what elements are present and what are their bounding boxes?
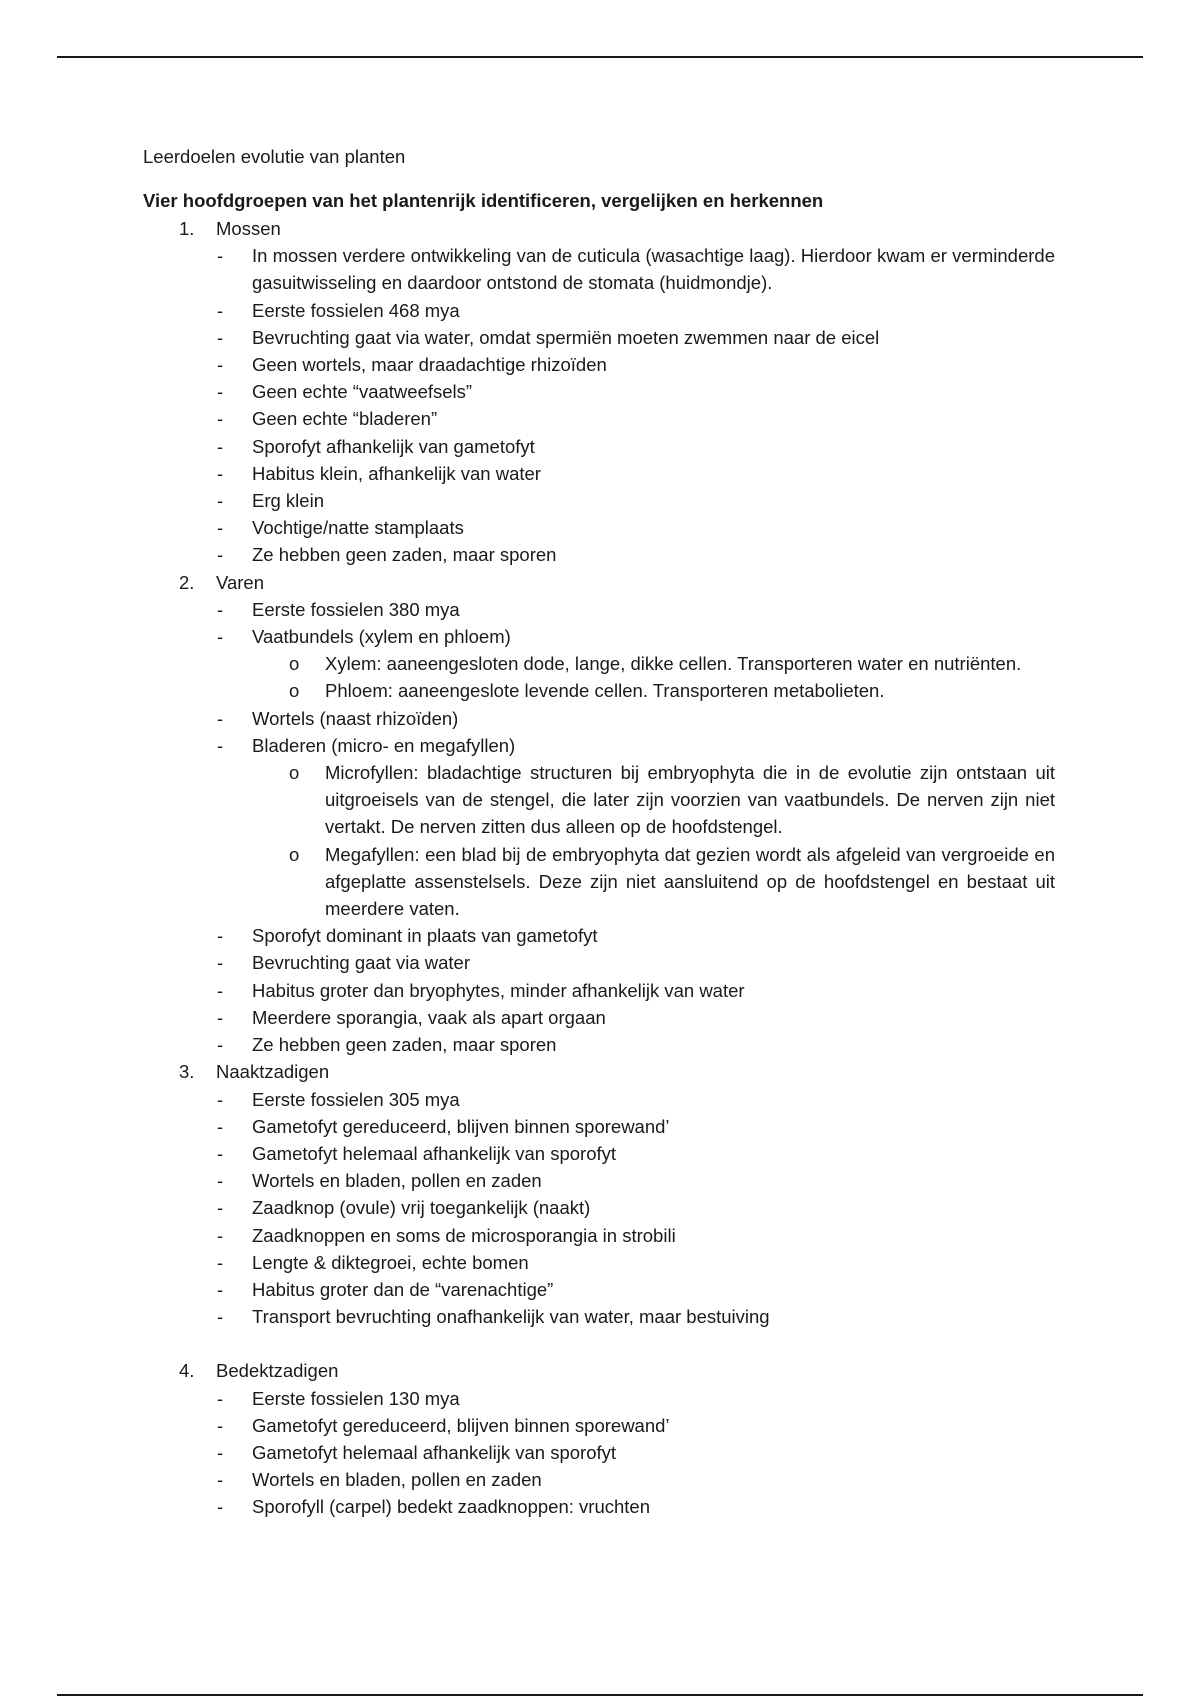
group-heading: [143, 1357, 1055, 1384]
group-items: [143, 1385, 1055, 1521]
list-item: [143, 242, 1055, 296]
list-item-text: Geen echte “bladeren”: [252, 408, 438, 430]
list-item-text: Eerste fossielen 305 mya: [252, 1088, 460, 1110]
list-item-text: In mossen verdere ontwikkeling van de cuticula (wasachtige laag). Hierdoor kwam er verminderde gasuitwisseling en daardoor ontstond de stomata (huidmondje).: [252, 245, 1055, 294]
list-item: [143, 949, 1055, 976]
dash-bullet: -: [217, 1197, 224, 1219]
list-item: [143, 1439, 1055, 1466]
list-item: [143, 297, 1055, 324]
list-item: [143, 487, 1055, 514]
list-item-text: Habitus groter dan de “varenachtige”: [252, 1278, 554, 1300]
plant-group: [143, 215, 1055, 569]
list-item: [143, 1140, 1055, 1167]
dash-bullet: -: [217, 1306, 224, 1328]
list-item-text: Habitus groter dan bryophytes, minder afhankelijk van water: [252, 979, 745, 1001]
list-item-text: Transport bevruchting onafhankelijk van water, maar bestuiving: [252, 1306, 770, 1328]
list-item-text: Ze hebben geen zaden, maar sporen: [252, 544, 557, 566]
group-number: 1.: [179, 218, 195, 239]
plant-groups-list: [143, 215, 1055, 1521]
group-number: 4.: [179, 1360, 195, 1382]
dash-bullet: -: [217, 245, 224, 267]
list-item: [143, 596, 1055, 623]
sub-item: [143, 650, 1055, 677]
list-item: [143, 1385, 1055, 1412]
list-item: [143, 405, 1055, 432]
dash-bullet: -: [217, 1496, 224, 1518]
list-item-text: Eerste fossielen 130 mya: [252, 1387, 460, 1409]
dash-bullet: -: [217, 734, 224, 756]
list-item-text: Ze hebben geen zaden, maar sporen: [252, 1034, 557, 1056]
dash-bullet: -: [217, 1170, 224, 1192]
sub-items: [143, 759, 1055, 922]
group-name: Mossen: [216, 218, 281, 239]
dash-bullet: -: [217, 1251, 224, 1273]
list-item: [143, 1113, 1055, 1140]
dash-bullet: -: [217, 462, 224, 484]
list-item: [143, 351, 1055, 378]
sub-item-text: Phloem: aaneengeslote levende cellen. Transporteren metabolieten.: [325, 680, 885, 702]
sub-items: [143, 650, 1055, 704]
dash-bullet: -: [217, 1441, 224, 1463]
list-item-text: Bevruchting gaat via water: [252, 952, 471, 974]
group-items: [143, 242, 1055, 568]
list-item-text: Wortels en bladen, pollen en zaden: [252, 1469, 542, 1491]
dash-bullet: -: [217, 1034, 224, 1056]
list-item-text: Eerste fossielen 468 mya: [252, 299, 460, 321]
list-item-text: Gametofyt helemaal afhankelijk van sporofyt: [252, 1441, 617, 1463]
list-item: [143, 732, 1055, 759]
list-item: [143, 1222, 1055, 1249]
list-item-text: Vochtige/natte stamplaats: [252, 517, 464, 539]
list-item-text: Vaatbundels (xylem en phloem): [252, 626, 511, 648]
list-item: [143, 1167, 1055, 1194]
list-item-text: Wortels (naast rhizoïden): [252, 707, 459, 729]
list-item: [143, 1086, 1055, 1113]
list-item-text: Zaadknop (ovule) vrij toegankelijk (naakt): [252, 1197, 591, 1219]
sub-item: [143, 759, 1055, 841]
dash-bullet: -: [217, 408, 224, 430]
group-heading: [143, 1058, 1055, 1085]
list-item: [143, 514, 1055, 541]
list-item: [143, 1276, 1055, 1303]
list-item-text: Bladeren (micro- en megafyllen): [252, 734, 516, 756]
list-item-text: Habitus klein, afhankelijk van water: [252, 462, 541, 484]
list-item: [143, 1249, 1055, 1276]
dash-bullet: -: [217, 1387, 224, 1409]
dash-bullet: -: [217, 490, 224, 512]
group-items: [143, 1086, 1055, 1331]
document-title: Leerdoelen evolutie van planten: [143, 146, 406, 167]
list-item: [143, 705, 1055, 732]
plant-group: [143, 569, 1055, 1059]
dash-bullet: -: [217, 1006, 224, 1028]
document-page: [143, 143, 1055, 1521]
group-items: [143, 596, 1055, 1058]
dash-bullet: -: [217, 979, 224, 1001]
list-item-text: Sporofyt afhankelijk van gametofyt: [252, 435, 535, 457]
sub-item-text: Megafyllen: een blad bij de embryophyta dat gezien wordt als afgeleid van vergroeide en afgeplatte assenstelsels. Deze zijn niet aansluitend op de hoofdstengel en bestaat uit meerdere vaten.: [325, 843, 1055, 920]
dash-bullet: -: [217, 544, 224, 566]
list-item-text: Eerste fossielen 380 mya: [252, 598, 460, 620]
sub-item: [143, 677, 1055, 704]
list-item-text: Erg klein: [252, 490, 324, 512]
group-number: 3.: [179, 1061, 195, 1083]
group-number: 2.: [179, 571, 195, 593]
dash-bullet: -: [217, 517, 224, 539]
group-name: Naaktzadigen: [216, 1061, 330, 1083]
list-item: [143, 541, 1055, 568]
list-item-text: Zaadknoppen en soms de microsporangia in strobili: [252, 1224, 676, 1246]
section-heading: Vier hoofdgroepen van het plantenrijk identificeren, vergelijken en herkennen: [143, 190, 824, 211]
dash-bullet: -: [217, 598, 224, 620]
list-item-text: Sporofyll (carpel) bedekt zaadknoppen: vruchten: [252, 1496, 650, 1518]
plant-group: [143, 1058, 1055, 1330]
dash-bullet: -: [217, 381, 224, 403]
dash-bullet: -: [217, 299, 224, 321]
group-name: Varen: [216, 571, 264, 593]
list-item: [143, 1466, 1055, 1493]
list-item: [143, 1031, 1055, 1058]
list-item: [143, 433, 1055, 460]
dash-bullet: -: [217, 435, 224, 457]
dash-bullet: -: [217, 1088, 224, 1110]
group-heading: [143, 215, 1055, 242]
dash-bullet: -: [217, 626, 224, 648]
circle-bullet: o: [289, 653, 300, 675]
list-item: [143, 1493, 1055, 1520]
list-item: [143, 922, 1055, 949]
dash-bullet: -: [217, 1115, 224, 1137]
list-item-text: Lengte & diktegroei, echte bomen: [252, 1251, 529, 1273]
list-item: [143, 1004, 1055, 1031]
list-item: [143, 1194, 1055, 1221]
list-item-text: Geen echte “vaatweefsels”: [252, 381, 473, 403]
dash-bullet: -: [217, 354, 224, 376]
group-name: Bedektzadigen: [216, 1360, 339, 1382]
circle-bullet: o: [289, 680, 300, 702]
circle-bullet: o: [289, 843, 300, 865]
list-item-text: Bevruchting gaat via water, omdat spermiën moeten zwemmen naar de eicel: [252, 326, 880, 348]
list-item-text: Gametofyt helemaal afhankelijk van sporofyt: [252, 1142, 617, 1164]
sub-item: [143, 841, 1055, 923]
list-item-text: Meerdere sporangia, vaak als apart orgaan: [252, 1006, 606, 1028]
list-item: [143, 324, 1055, 351]
list-item-text: Geen wortels, maar draadachtige rhizoïden: [252, 354, 607, 376]
list-item-text: Gametofyt gereduceerd, blijven binnen sporewand’: [252, 1414, 670, 1436]
list-item-text: Wortels en bladen, pollen en zaden: [252, 1170, 542, 1192]
dash-bullet: -: [217, 1469, 224, 1491]
sub-item-text: Xylem: aaneengesloten dode, lange, dikke cellen. Transporteren water en nutriënten.: [325, 653, 1022, 675]
dash-bullet: -: [217, 1414, 224, 1436]
circle-bullet: o: [289, 762, 300, 784]
dash-bullet: -: [217, 1142, 224, 1164]
list-item-text: Gametofyt gereduceerd, blijven binnen sporewand’: [252, 1115, 670, 1137]
dash-bullet: -: [217, 952, 224, 974]
list-item: [143, 977, 1055, 1004]
list-item-text: Sporofyt dominant in plaats van gametofyt: [252, 925, 598, 947]
list-item: [143, 378, 1055, 405]
plant-group: [143, 1357, 1055, 1520]
dash-bullet: -: [217, 707, 224, 729]
dash-bullet: -: [217, 1278, 224, 1300]
dash-bullet: -: [217, 326, 224, 348]
dash-bullet: -: [217, 925, 224, 947]
list-item: [143, 1303, 1055, 1330]
group-heading: [143, 569, 1055, 596]
dash-bullet: -: [217, 1224, 224, 1246]
list-item: [143, 460, 1055, 487]
top-rule: [57, 56, 1143, 58]
list-item: [143, 623, 1055, 650]
sub-item-text: Microfyllen: bladachtige structuren bij embryophyta die in de evolutie zijn ontstaan uit uitgroeisels van de stengel, die later zijn voorzien van vaatbundels. De nerven zijn niet vertakt. De nerven zitten dus alleen op de hoofdstengel.: [325, 762, 1055, 838]
list-item: [143, 1412, 1055, 1439]
bottom-rule: [57, 1694, 1143, 1696]
